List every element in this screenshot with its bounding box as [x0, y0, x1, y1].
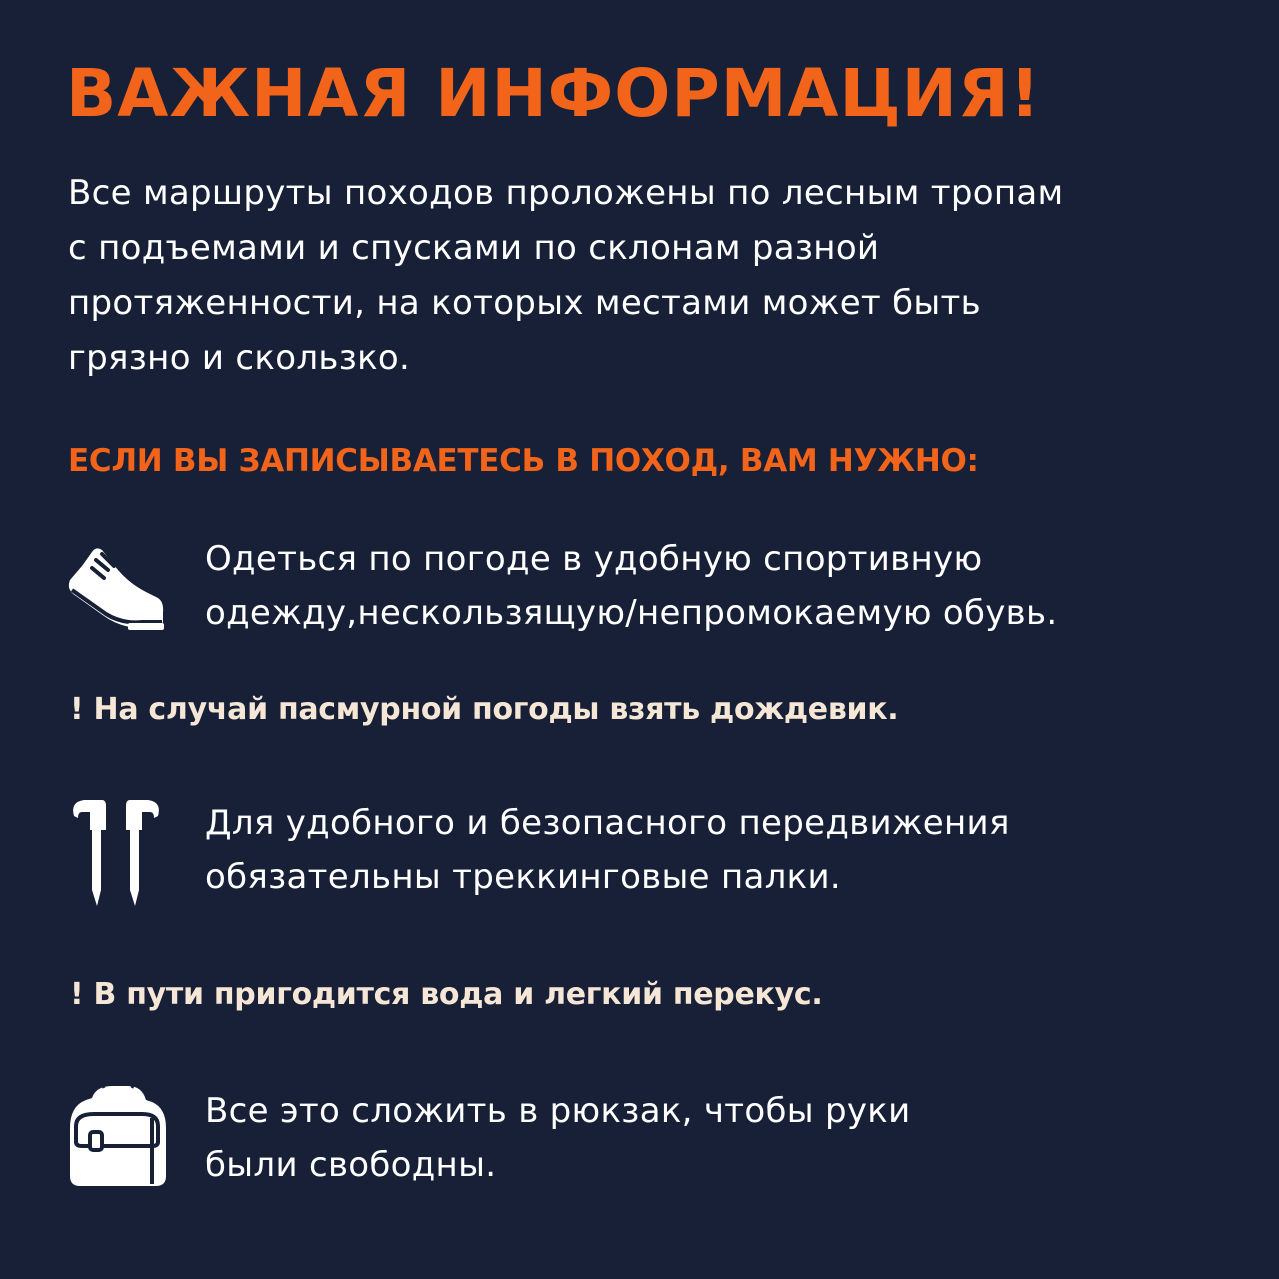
note-water-snack: ! В пути пригодится вода и легкий перекус. [70, 977, 823, 1012]
item-line: Все это сложить в рюкзак, чтобы руки [205, 1091, 911, 1131]
item-line: были свободны. [205, 1145, 497, 1185]
item-line: одежду,нескользящую/непромокаемую обувь. [205, 593, 1058, 633]
item-text [205, 532, 1057, 640]
note-raincoat: ! На случай пасмурной погоды взять дождевик. [70, 692, 899, 727]
item-line: Одеться по погоде в удобную спортивную [205, 539, 983, 579]
page-title: ВАЖНАЯ ИНФОРМАЦИЯ! [66, 55, 1041, 132]
backpack-icon [66, 1084, 170, 1188]
item-text [205, 796, 1010, 904]
section-heading: ЕСЛИ ВЫ ЗАПИСЫВАЕТЕСЬ В ПОХОД, ВАМ НУЖНО: [68, 443, 979, 479]
sneaker-icon [66, 540, 166, 632]
intro-line: протяженности, на которых местами может быть [68, 283, 981, 323]
item-line: Для удобного и безопасного передвижения [205, 803, 1010, 843]
intro-line: с подъемами и спусками по склонам разной [68, 228, 880, 268]
intro-paragraph [68, 166, 1218, 386]
intro-line: Все маршруты походов проложены по лесным тропам [68, 173, 1064, 213]
trekking-poles-icon [66, 796, 166, 908]
item-text [205, 1084, 911, 1192]
item-line: обязательны треккинговые палки. [205, 857, 842, 897]
intro-line: грязно и скользко. [68, 338, 411, 378]
